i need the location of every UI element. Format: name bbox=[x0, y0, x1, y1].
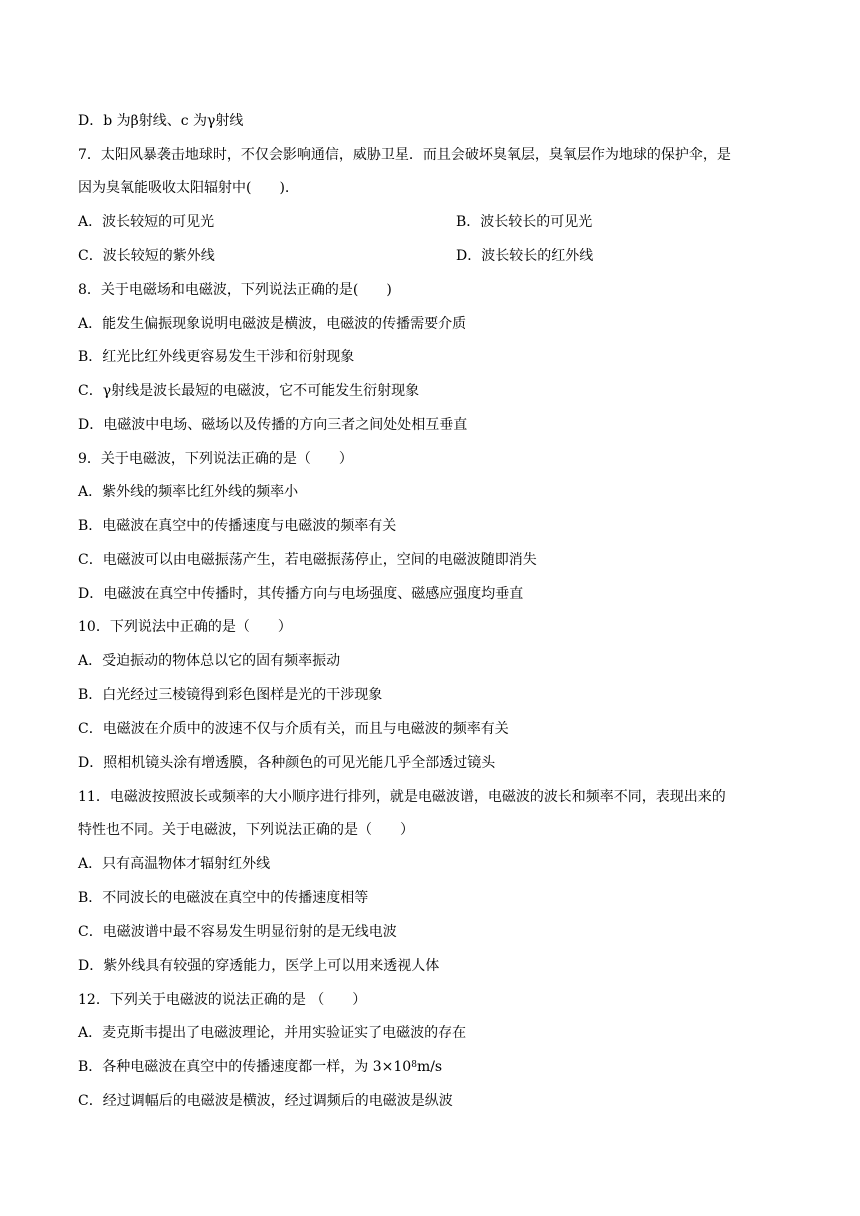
text-line bbox=[78, 888, 800, 908]
line-text: C．γ射线是波长最短的电磁波，它不可能发生衍射现象 bbox=[78, 383, 420, 399]
text-line bbox=[78, 212, 800, 232]
text-line bbox=[78, 584, 800, 604]
superscript: 8 bbox=[411, 1060, 417, 1070]
line-text: D．电磁波中电场、磁场以及传播的方向三者之间处处相互垂直 bbox=[78, 417, 468, 433]
text-line bbox=[78, 685, 800, 705]
line-text: A．麦克斯韦提出了电磁波理论，并用实验证实了电磁波的存在 bbox=[78, 1025, 467, 1041]
text-line bbox=[78, 787, 800, 807]
line-text: 特性也不同。关于电磁波，下列说法正确的是（ ） bbox=[78, 822, 414, 838]
line-text: A．只有高温物体才辐射红外线 bbox=[78, 856, 271, 872]
text-line bbox=[78, 482, 800, 502]
line-text: B．不同波长的电磁波在真空中的传播速度相等 bbox=[78, 890, 369, 906]
text-line bbox=[78, 854, 800, 874]
text-line bbox=[78, 145, 800, 165]
line-text: C．经过调幅后的电磁波是横波，经过调频后的电磁波是纵波 bbox=[78, 1093, 453, 1109]
line-text: A．紫外线的频率比红外线的频率小 bbox=[78, 484, 299, 500]
text-line bbox=[78, 956, 800, 976]
text-line bbox=[78, 516, 800, 536]
text-line bbox=[78, 550, 800, 570]
text-line bbox=[78, 246, 800, 266]
line-text: B．白光经过三棱镜得到彩色图样是光的干涉现象 bbox=[78, 687, 383, 703]
option-second-column: D．波长较长的红外线 bbox=[456, 248, 594, 264]
text-line bbox=[78, 1091, 800, 1111]
line-text: 12．下列关于电磁波的说法正确的是 （ ） bbox=[78, 992, 367, 1008]
text-line bbox=[78, 415, 800, 435]
line-tail: m/s bbox=[416, 1059, 443, 1075]
line-text: D．照相机镜头涂有增透膜，各种颜色的可见光能几乎全部透过镜头 bbox=[78, 755, 496, 771]
line-text: A．能发生偏振现象说明电磁波是横波，电磁波的传播需要介质 bbox=[78, 316, 467, 332]
option-second-column: B．波长较长的可见光 bbox=[456, 214, 593, 230]
text-line bbox=[78, 381, 800, 401]
line-text: D．b 为β射线、c 为γ射线 bbox=[78, 113, 244, 129]
text-line bbox=[78, 449, 800, 469]
line-text: C．电磁波谱中最不容易发生明显衍射的是无线电波 bbox=[78, 924, 397, 940]
text-line bbox=[78, 651, 800, 671]
text-line bbox=[78, 347, 800, 367]
line-text: B．红光比红外线更容易发生干涉和衍射现象 bbox=[78, 349, 355, 365]
line-text: 7．太阳风暴袭击地球时，不仅会影响通信，威胁卫星．而且会破坏臭氧层，臭氧层作为地球的保护伞，是 bbox=[78, 147, 731, 163]
text-line bbox=[78, 753, 800, 773]
line-text: D．紫外线具有较强的穿透能力，医学上可以用来透视人体 bbox=[78, 958, 440, 974]
text-line bbox=[78, 178, 800, 198]
text-line bbox=[78, 1023, 800, 1043]
line-text: C．电磁波可以由电磁振荡产生，若电磁振荡停止，空间的电磁波随即消失 bbox=[78, 552, 537, 568]
text-line bbox=[78, 719, 800, 739]
text-line bbox=[78, 990, 800, 1010]
line-text: C．波长较短的紫外线 bbox=[78, 248, 215, 264]
line-text: A．受迫振动的物体总以它的固有频率振动 bbox=[78, 653, 341, 669]
line-text: 9．关于电磁波，下列说法正确的是（ ） bbox=[78, 451, 353, 467]
line-text: C．电磁波在介质中的波速不仅与介质有关，而且与电磁波的频率有关 bbox=[78, 721, 509, 737]
text-line bbox=[78, 922, 800, 942]
line-text: D．电磁波在真空中传播时，其传播方向与电场强度、磁感应强度均垂直 bbox=[78, 586, 524, 602]
line-text: B．电磁波在真空中的传播速度与电磁波的频率有关 bbox=[78, 518, 397, 534]
line-text: A．波长较短的可见光 bbox=[78, 214, 215, 230]
line-text: B．各种电磁波在真空中的传播速度都一样，为 3×10 bbox=[78, 1059, 412, 1075]
line-text: 因为臭氧能吸收太阳辐射中( ). bbox=[78, 180, 290, 196]
text-line bbox=[78, 280, 800, 300]
text-line bbox=[78, 820, 800, 840]
text-line bbox=[78, 617, 800, 637]
text-line bbox=[78, 1057, 800, 1077]
text-line bbox=[78, 111, 800, 131]
line-text: 10．下列说法中正确的是（ ） bbox=[78, 619, 292, 635]
line-text: 11．电磁波按照波长或频率的大小顺序进行排列，就是电磁波谱，电磁波的波长和频率不同，表现出来的 bbox=[78, 789, 726, 805]
text-line bbox=[78, 314, 800, 334]
line-text: 8．关于电磁场和电磁波，下列说法正确的是( ) bbox=[78, 282, 392, 298]
